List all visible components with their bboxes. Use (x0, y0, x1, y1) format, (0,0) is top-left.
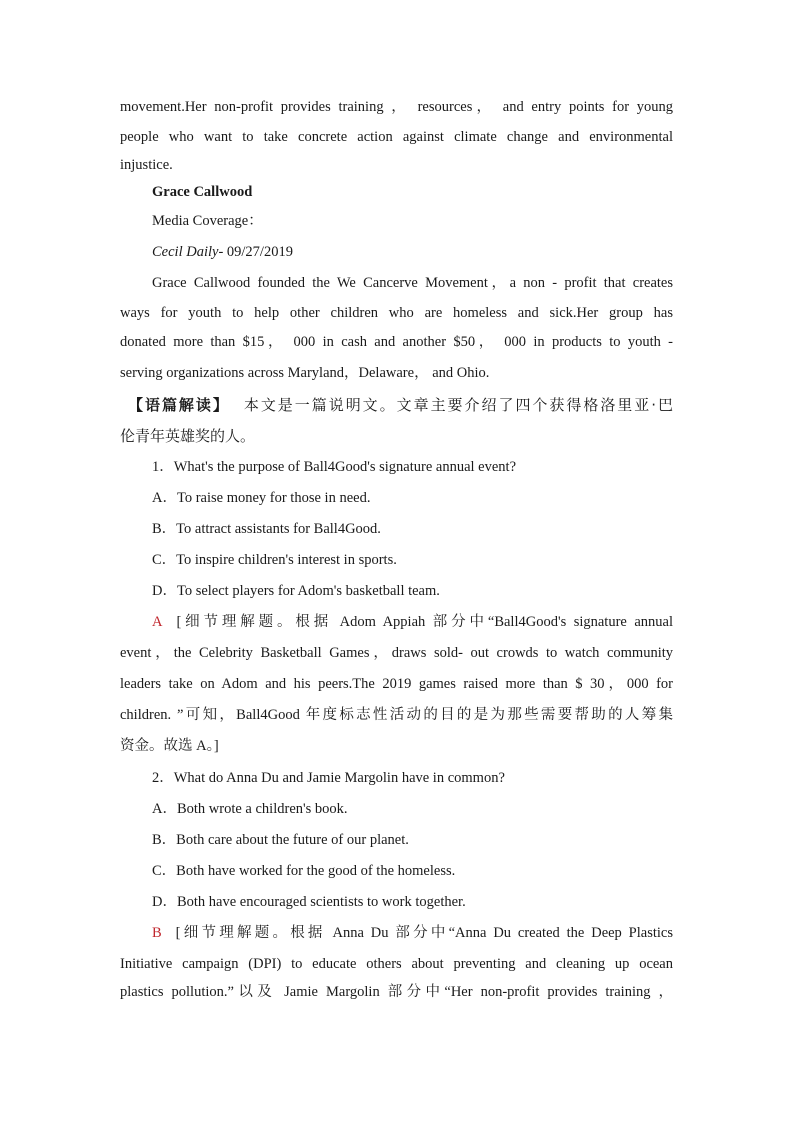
intro-line-1: movement.Her non-profit provides training ， resources， and entry points for young (120, 99, 673, 115)
analysis-line-1 (128, 395, 673, 416)
q2-option-c: C．Both have worked for the good of the homeless. (152, 863, 456, 879)
q2-explain-line-2: Initiative campaign (DPI) to educate others about preventing and cleaning up ocean (120, 956, 673, 972)
source-name: Cecil Daily (152, 244, 219, 260)
callwood-line-3: donated more than $15， 000 in cash and another $50， 000 in products to youth - (120, 334, 673, 350)
q2-option-a: A．Both wrote a children's book. (152, 801, 348, 817)
q2-explain-text-1: [细节理解题。根据 Anna Du 部分中“Anna Du created the Deep Plastics (175, 925, 673, 941)
q1-option-a: A．To raise money for those in need. (152, 490, 371, 506)
q2-explain-line-3: plastics pollution.”以及 Jamie Margolin 部分中“Her non-profit provides training ， (120, 984, 673, 1000)
q2-answer: B (152, 925, 162, 941)
question-2: 2．What do Anna Du and Jamie Margolin have in common? (152, 770, 505, 786)
q2-option-b: B．Both care about the future of our planet. (152, 832, 409, 848)
analysis-text-1: 本文是一篇说明文。文章主要介绍了四个获得格洛里亚·巴 (243, 396, 673, 414)
q1-option-d: D．To select players for Adom's basketball team. (152, 583, 440, 599)
q1-explain-text-1: [细节理解题。根据 Adom Appiah 部分中“Ball4Good's signature annual (176, 614, 673, 630)
q1-explain-line-1 (152, 612, 673, 632)
media-source (152, 242, 673, 262)
analysis-line-2: 伦青年英雄奖的人。 (120, 427, 256, 445)
q1-explain-line-4: children. ”可知，Ball4Good 年度标志性活动的目的是为那些需要帮助的人筹集 (120, 707, 673, 723)
q1-option-b: B．To attract assistants for Ball4Good. (152, 521, 381, 537)
q2-explain-line-1 (152, 923, 673, 943)
callwood-line-4: serving organizations across Maryland，Delaware， and Ohio. (120, 365, 490, 381)
q1-answer: A (152, 614, 163, 630)
media-coverage-label: Media Coverage： (152, 213, 263, 229)
q2-option-d: D．Both have encouraged scientists to work together. (152, 894, 466, 910)
q1-explain-line-2: event，the Celebrity Basketball Games，draws sold- out crowds to watch community (120, 645, 673, 661)
question-1: 1．What's the purpose of Ball4Good's signature annual event? (152, 459, 517, 475)
intro-line-3: injustice. (120, 157, 173, 173)
source-date: - 09/27/2019 (218, 244, 293, 260)
q1-option-c: C．To inspire children's interest in sports. (152, 552, 397, 568)
intro-line-2: people who want to take concrete action against climate change and environmental (120, 129, 673, 145)
q1-explain-line-5: 资金。故选 A。] (120, 738, 219, 754)
analysis-label: 【语篇解读】 (128, 396, 230, 414)
callwood-line-1: Grace Callwood founded the We Cancerve Movement，a non - profit that creates (152, 275, 673, 291)
q1-explain-line-3: leaders take on Adom and his peers.The 2019 games raised more than $ 30，000 for (120, 676, 673, 692)
section-heading-callwood: Grace Callwood (152, 184, 253, 200)
callwood-line-2: ways for youth to help other children who are homeless and sick.Her group has (120, 305, 673, 321)
